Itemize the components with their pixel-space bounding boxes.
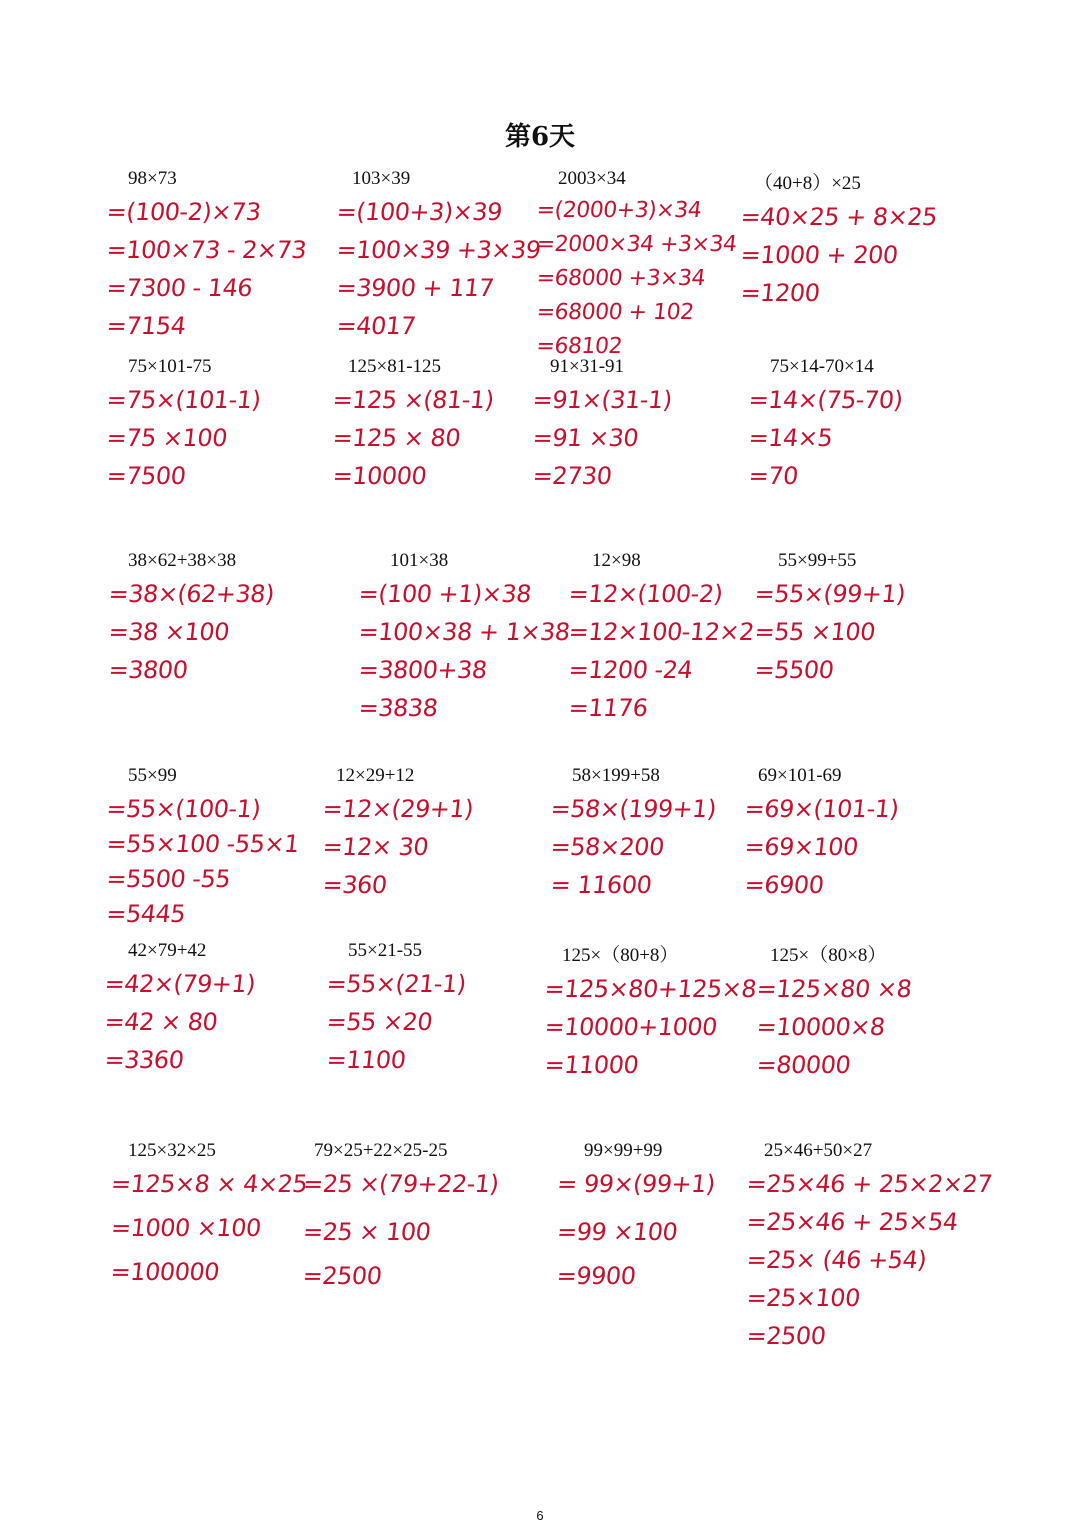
problem-expression: 125×32×25 xyxy=(128,1140,216,1161)
problem-expression: 75×14-70×14 xyxy=(770,356,874,377)
solution-step: =75×(101-1) xyxy=(105,386,262,414)
solution-step: =91×(31-1) xyxy=(531,386,674,414)
solution-step: =100×39 +3×39 xyxy=(335,236,542,264)
solution-step: =25×100 xyxy=(745,1284,862,1312)
problem-16 xyxy=(743,765,998,911)
solution-step: =68102 xyxy=(535,334,624,359)
solution-step: =55×(21-1) xyxy=(325,970,468,998)
problem-expression: 12×98 xyxy=(592,550,641,571)
problem-expression: 125×（80×8） xyxy=(770,945,887,966)
solution-step: =4017 xyxy=(335,312,417,340)
problem-expression: 91×31-91 xyxy=(550,356,625,377)
solution-step: =1000 ×100 xyxy=(109,1214,263,1242)
solution-step: =100×73 - 2×73 xyxy=(105,236,308,264)
solution-step: =100000 xyxy=(109,1258,221,1286)
problem-12 xyxy=(753,550,1018,696)
solution-step: =12× 30 xyxy=(321,833,430,861)
solution-step: =(100+3)×39 xyxy=(335,198,504,226)
solution-step: =2000×34 +3×34 xyxy=(535,232,738,257)
solution-step: =7500 xyxy=(105,462,187,490)
solution-step: =70 xyxy=(747,462,800,490)
solution-step: =(100 +1)×38 xyxy=(357,580,533,608)
problem-expression: 55×99 xyxy=(128,765,177,786)
solution-step: =125×8 × 4×25 xyxy=(109,1170,309,1198)
problem-expression: 2003×34 xyxy=(558,168,626,189)
solution-step: =40×25 + 8×25 xyxy=(739,203,939,231)
solution-step: = 99×(99+1) xyxy=(555,1170,717,1198)
solution-step: =55 ×100 xyxy=(753,618,877,646)
page-title: 第6天 xyxy=(504,122,576,152)
solution-step: =10000+1000 xyxy=(543,1013,719,1041)
solution-step: =125×80+125×8 xyxy=(543,975,758,1003)
solution-step: =55×100 -55×1 xyxy=(105,830,301,858)
solution-step: =100×38 + 1×38 xyxy=(357,618,572,646)
solution-step: =5445 xyxy=(104,900,187,928)
problem-expression: 58×199+58 xyxy=(572,765,660,786)
solution-step: =125×80 ×8 xyxy=(755,975,913,1003)
problem-24 xyxy=(745,1140,1004,1362)
solution-step: =125 ×(81-1) xyxy=(331,386,496,414)
solution-step: =69×(101-1) xyxy=(743,795,900,823)
solution-step: =58×(199+1) xyxy=(549,795,718,823)
solution-step: =3800+38 xyxy=(357,656,489,684)
solution-step: =(2000+3)×34 xyxy=(535,198,703,223)
problem-20 xyxy=(755,940,1010,1091)
solution-step: =42×(79+1) xyxy=(103,970,257,998)
solution-step: =11000 xyxy=(543,1051,640,1079)
problem-9 xyxy=(107,550,368,696)
solution-step: =68000 + 102 xyxy=(535,300,695,325)
problem-expression: 79×25+22×25-25 xyxy=(314,1140,448,1161)
solution-step: =55 ×20 xyxy=(325,1008,434,1036)
solution-step: =25 ×(79+22-1) xyxy=(301,1170,500,1198)
solution-step: =25× (46 +54) xyxy=(745,1246,928,1274)
problem-expression: 99×99+99 xyxy=(584,1140,663,1161)
solution-step: =10000×8 xyxy=(755,1013,887,1041)
problem-22 xyxy=(301,1140,554,1302)
solution-step: =10000 xyxy=(331,462,428,490)
solution-step: =42 × 80 xyxy=(103,1008,219,1036)
solution-step: =125 × 80 xyxy=(331,424,462,452)
solution-step: =58×200 xyxy=(549,833,666,861)
solution-step: =2500 xyxy=(745,1322,827,1350)
problem-expression: 55×21-55 xyxy=(348,940,423,961)
solution-step: =7300 - 146 xyxy=(105,274,254,302)
problem-14 xyxy=(321,765,576,911)
problem-expression: 69×101-69 xyxy=(758,765,842,786)
solution-step: =38×(62+38) xyxy=(107,580,276,608)
problem-expression: 125×（80+8） xyxy=(562,945,679,966)
problem-8 xyxy=(747,356,1010,502)
problem-expression: 38×62+38×38 xyxy=(128,550,237,571)
solution-step: =14×5 xyxy=(747,424,834,452)
solution-step: =25×46 + 25×54 xyxy=(745,1208,960,1236)
solution-step: =12×(100-2) xyxy=(567,580,724,608)
problem-4 xyxy=(739,168,994,319)
solution-step: =75 ×100 xyxy=(105,424,229,452)
solution-step: =25×46 + 25×2×27 xyxy=(745,1170,994,1198)
solution-step: =38 ×100 xyxy=(107,618,231,646)
solution-step: =68000 +3×34 xyxy=(535,266,707,291)
solution-step: =1000 + 200 xyxy=(739,241,900,269)
solution-step: =91 ×30 xyxy=(531,424,640,452)
solution-step: =12×100-12×2 xyxy=(567,618,756,646)
problem-expression: 55×99+55 xyxy=(778,550,857,571)
solution-step: =12×(29+1) xyxy=(321,795,475,823)
problem-expression: 98×73 xyxy=(128,168,177,189)
solution-step: =6900 xyxy=(743,871,825,899)
solution-step: =5500 xyxy=(753,656,835,684)
problem-expression: 75×101-75 xyxy=(128,356,212,377)
solution-step: =3838 xyxy=(357,694,439,722)
problem-expression: 101×38 xyxy=(390,550,449,571)
problem-expression: 103×39 xyxy=(352,168,411,189)
solution-step: =360 xyxy=(321,871,389,899)
solution-step: =25 × 100 xyxy=(301,1218,432,1246)
solution-step: =14×(75-70) xyxy=(747,386,904,414)
solution-step: =9900 xyxy=(555,1262,637,1290)
solution-step: =3800 xyxy=(107,656,189,684)
solution-step: =55×(99+1) xyxy=(753,580,907,608)
problem-expression: 12×29+12 xyxy=(336,765,415,786)
solution-step: =1176 xyxy=(567,694,649,722)
problem-1 xyxy=(105,168,368,352)
solution-step: = 11600 xyxy=(549,871,653,899)
solution-step: =1100 xyxy=(325,1046,407,1074)
solution-step: =7154 xyxy=(105,312,187,340)
page-number: 6 xyxy=(536,1508,544,1523)
solution-step: =(100-2)×73 xyxy=(105,198,262,226)
problem-expression: 42×79+42 xyxy=(128,940,207,961)
solution-step: =2500 xyxy=(301,1262,383,1290)
solution-step: =1200 xyxy=(739,279,821,307)
solution-step: =3900 + 117 xyxy=(335,274,496,302)
problem-expression: 125×81-125 xyxy=(348,356,442,377)
solution-step: =99 ×100 xyxy=(555,1218,679,1246)
solution-step: =5500 -55 xyxy=(105,865,232,893)
solution-step: =3360 xyxy=(103,1046,185,1074)
solution-step: =69×100 xyxy=(743,833,860,861)
solution-step: =55×(100-1) xyxy=(105,795,262,823)
solution-step: =2730 xyxy=(531,462,613,490)
solution-step: =1200 -24 xyxy=(567,656,694,684)
problem-expression: （40+8）×25 xyxy=(754,173,861,194)
problem-expression: 25×46+50×27 xyxy=(764,1140,873,1161)
solution-step: =80000 xyxy=(755,1051,852,1079)
